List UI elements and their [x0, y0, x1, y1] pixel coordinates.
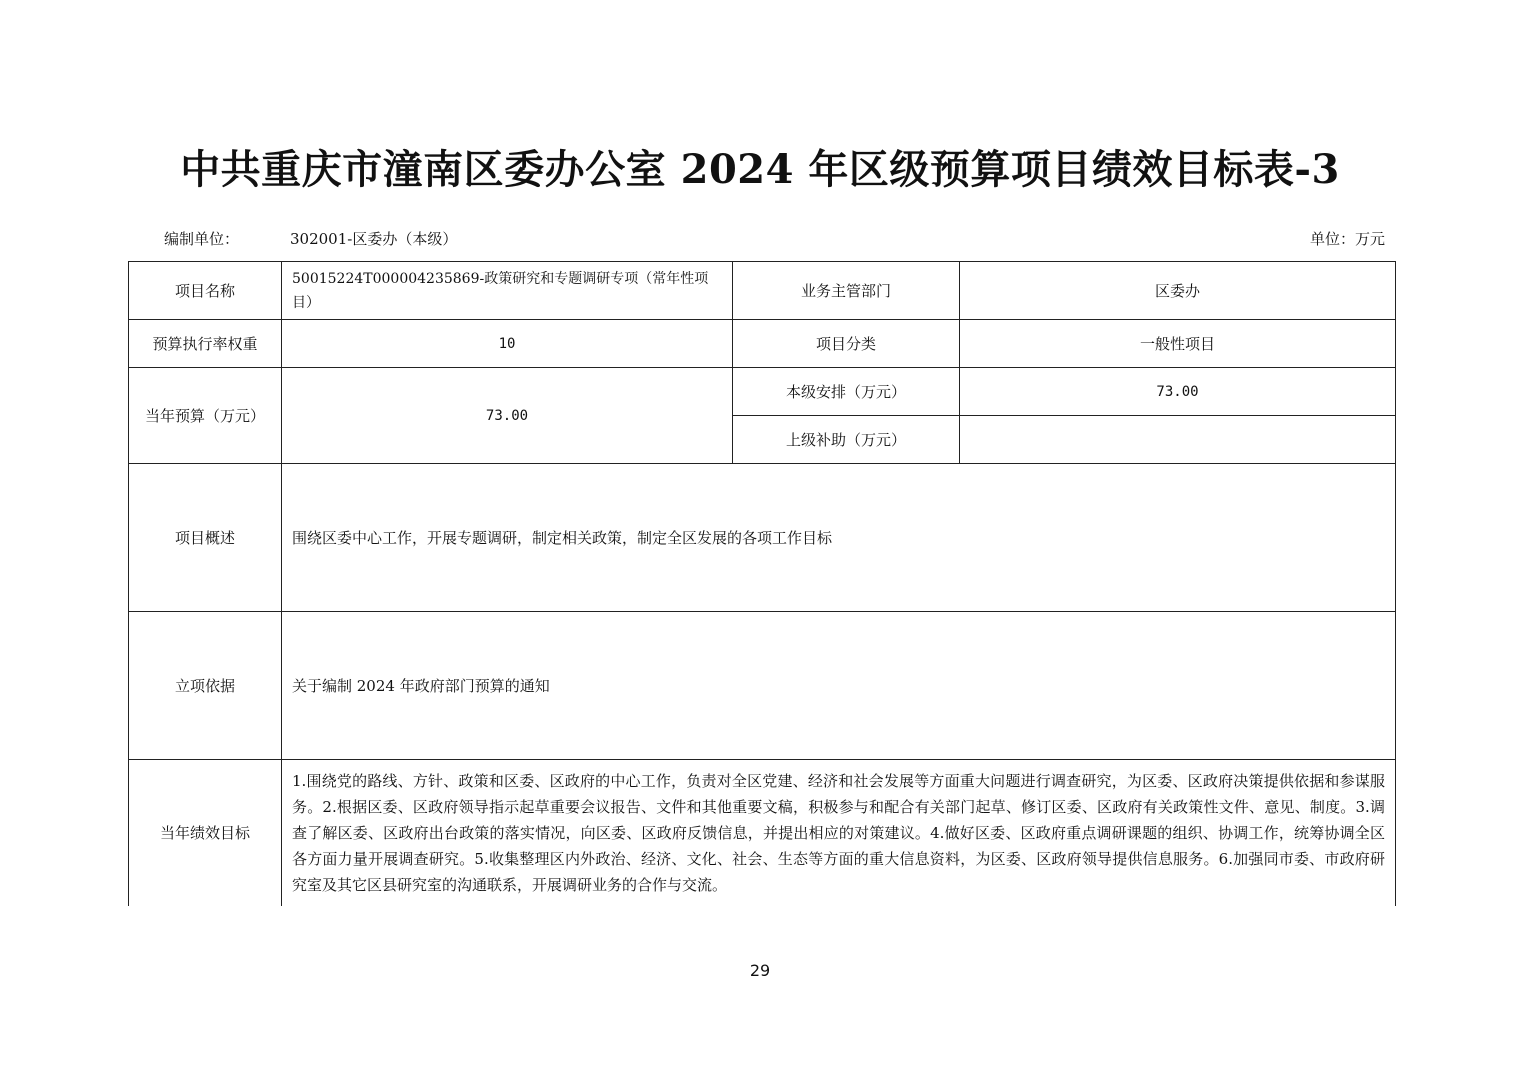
dept-value: 区委办 [960, 262, 1396, 320]
upper-label: 上级补助（万元） [733, 416, 960, 464]
overview-label: 项目概述 [129, 464, 282, 612]
local-label: 本级安排（万元） [733, 368, 960, 416]
weight-label: 预算执行率权重 [129, 320, 282, 368]
page-number: 29 [749, 961, 771, 980]
basis-label: 立项依据 [129, 612, 282, 760]
project-name-value: 50015224T000004235869-政策研究和专题调研专项（常年性项目） [282, 262, 733, 320]
overview-value: 围绕区委中心工作，开展专题调研，制定相关政策，制定全区发展的各项工作目标 [282, 464, 1396, 612]
project-name-label: 项目名称 [129, 262, 282, 320]
goal-label: 当年绩效目标 [129, 760, 282, 906]
basis-value: 关于编制 2024 年政府部门预算的通知 [282, 612, 1396, 760]
weight-value: 10 [282, 320, 733, 368]
budget-label: 当年预算（万元） [129, 368, 282, 464]
table-row [129, 368, 1396, 416]
upper-value [960, 416, 1396, 464]
table-row [129, 760, 1396, 906]
org-label: 编制单位： [164, 230, 240, 248]
meta-row [128, 226, 1395, 252]
performance-table [128, 261, 1396, 906]
document-title: 中共重庆市潼南区委办公室 2024 年区级预算项目绩效目标表-3 [180, 146, 1340, 193]
table-row [129, 612, 1396, 760]
goal-value: 1.围绕党的路线、方针、政策和区委、区政府的中心工作，负责对全区党建、经济和社会发展等方面重大问题进行调查研究，为区委、区政府决策提供依据和参谋服务。2.根据区委、区政府领导指示起草重要会议报告、文件和其他重要文稿，积极参与和配合有关部门起草、修订区委、区政府有关政策性文件、意见、制度。3.调查了解区委、区政府出台政策的落实情况，向区委、区政府反馈信息，并提出相应的对策建议。4.做好区委、区政府重点调研课题的组织、协调工作，统筹协调全区各方面力量开展调查研究。5.收集整理区内外政治、经济、文化、社会、生态等方面的重大信息资料，为区委、区政府领导提供信息服务。6.加强同市委、市政府研究室及其它区县研究室的沟通联系，开展调研业务的合作与交流。 [282, 760, 1396, 906]
table-row [129, 320, 1396, 368]
org-value: 302001-区委办（本级） [290, 230, 458, 248]
dept-label: 业务主管部门 [733, 262, 960, 320]
unit-label: 单位：万元 [1309, 230, 1385, 248]
table-row [129, 262, 1396, 320]
budget-value: 73.00 [282, 368, 733, 464]
category-label: 项目分类 [733, 320, 960, 368]
table-row [129, 464, 1396, 612]
category-value: 一般性项目 [960, 320, 1396, 368]
local-value: 73.00 [960, 368, 1396, 416]
